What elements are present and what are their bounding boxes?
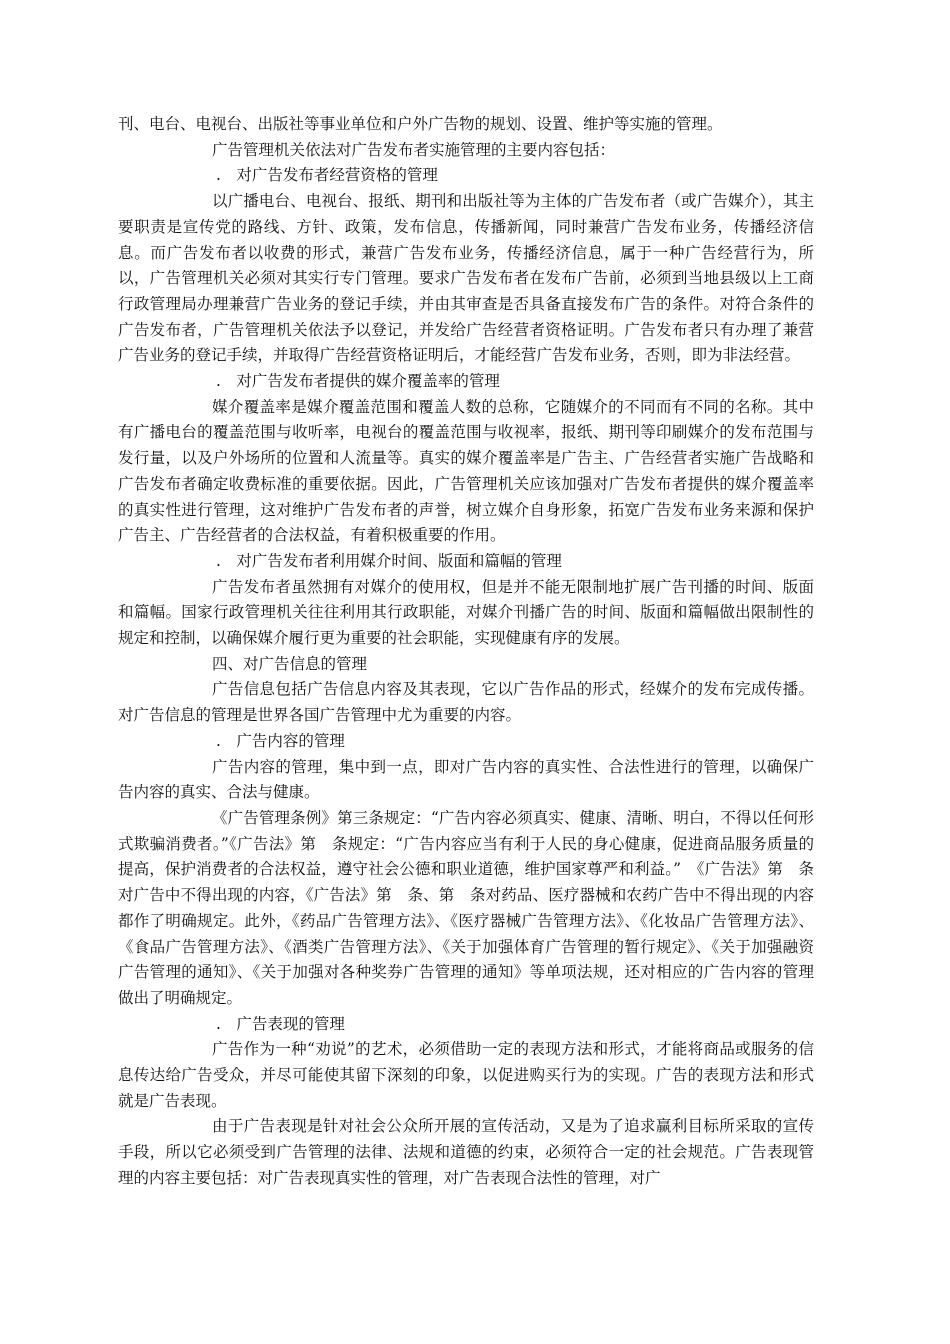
paragraph-expression: 广告作为一种“劝说”的艺术，必须借助一定的表现方法和形式，才能将商品或服务的信息传达给广告受众，并尽可能使其留下深刻的印象，以促进购买行为的实现。广告的表现方法和形式就是广告表现。 [118,1040,814,1110]
section-heading-coverage: . 对广告发布者提供的媒介覆盖率的管理 [216,372,500,391]
section-heading-media-time: . 对广告发布者利用媒介时间、版面和篇幅的管理 [216,551,562,570]
paragraph-qualification: 以广播电台、电视台、报纸、期刊和出版社等为主体的广告发布者（或广告媒介），其主要职责是宣传党的路线、方针、政策，发布信息，传播新闻，同时兼营广告发布业务，传播经济信息。而广告发布者以收费的形式，兼营广告发布业务，传播经济信息，属于一种广告经营行为，所以，广告管理机关必须对其实行专门管理。要求广告发布者在发布广告前，必须到当地县级以上工商行政管理局办理兼营广告业务的登记手续，并由其审查是否具备直接发布广告的条件。对符合条件的广告发布者，广告管理机关依法予以登记，并发给广告经营者资格证明。广告发布者只有办理了兼营广告业务的登记手续，并取得广告经营资格证明后，才能经营广告发布业务，否则，即为非法经营。 [118,192,814,365]
paragraph-regulations: 《广告管理条例》第三条规定：“广告内容必须真实、健康、清晰、明白，不得以任何形式欺骗消费者。”《广告法》第 条规定：“广告内容应当有利于人民的身心健康，促进商品服务质量的提高，保护消费者的合法权益，遵守社会公德和职业道德，维护国家尊严和利益。” 《广告法》第 条对广告中不得出现的内容，《广告法》第 条、第 条对药品、医疗器械和农药广告中不得出现的内容都作了明确规定。此外，《药品广告管理方法》、《医疗器械广告管理方法》、《化妆品广告管理方法》、《食品广告管理方法》、《酒类广告管理方法》、《关于加强体育广告管理的暂行规定》、《关于加强融资广告管理的通知》、《关于加强对各种奖券广告管理的通知》等单项法规，还对相应的广告内容的管理做出了明确规定。 [118,808,814,1007]
section-heading-expression: . 广告表现的管理 [216,1014,345,1033]
section-title-info-management: 四、对广告信息的管理 [212,654,368,673]
paragraph-expression-management: 由于广告表现是针对社会公众所开展的宣传活动，又是为了追求赢利目标所采取的宣传手段，所以它必须受到广告管理的法律、法规和道德的约束，必须符合一定的社会规范。广告表现管理的内容主要包括：对广告表现真实性的管理，对广告表现合法性的管理，对广 [118,1117,814,1187]
paragraph-content: 广告内容的管理，集中到一点，即对广告内容的真实性、合法性进行的管理，以确保广告内容的真实、合法与健康。 [118,757,814,802]
document-page [118,112,814,1192]
paragraph-continuation: 刊、电台、电视台、出版社等事业单位和户外广告物的规划、设置、维护等实施的管理。 [118,115,723,133]
paragraph-intro: 广告管理机关依法对广告发布者实施管理的主要内容包括： [212,140,616,159]
section-heading-content: . 广告内容的管理 [216,731,345,750]
paragraph-coverage: 媒介覆盖率是媒介覆盖范围和覆盖人数的总称，它随媒介的不同而有不同的名称。其中有广播电台的覆盖范围与收听率，电视台的覆盖范围与收视率，报纸、期刊等印刷媒介的发布范围与发行量，以及户外场所的位置和人流量等。真实的媒介覆盖率是广告主、广告经营者实施广告战略和广告发布者确定收费标准的重要依据。因此，广告管理机关应该加强对广告发布者提供的媒介覆盖率的真实性进行管理，这对维护广告发布者的声誉，树立媒介自身形象，拓宽广告发布业务来源和保护广告主、广告经营者的合法权益，有着积极重要的作用。 [118,397,814,545]
section-heading-qualification: . 对广告发布者经营资格的管理 [216,166,438,185]
paragraph-media-time: 广告发布者虽然拥有对媒介的使用权，但是并不能无限制地扩展广告刊播的时间、版面和篇幅。国家行政管理机关往往利用其行政职能，对媒介刊播广告的时间、版面和篇幅做出限制性的规定和控制，以确保媒介履行更为重要的社会职能，实现健康有序的发展。 [118,577,814,648]
paragraph-info-management: 广告信息包括广告信息内容及其表现，它以广告作品的形式，经媒介的发布完成传播。对广告信息的管理是世界各国广告管理中尤为重要的内容。 [118,680,814,725]
